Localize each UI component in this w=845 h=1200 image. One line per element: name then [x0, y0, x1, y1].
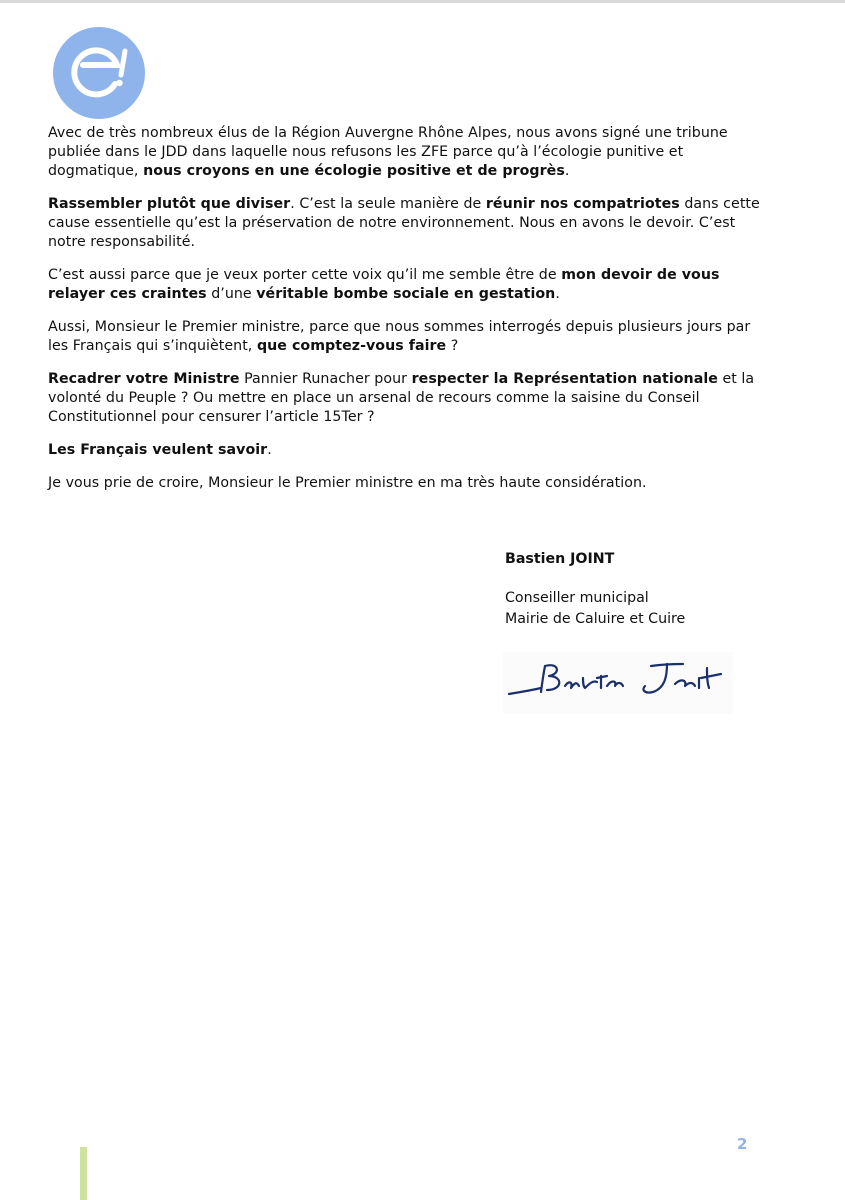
paragraph-text: Je vous prie de croire, Monsieur le Premier ministre en ma très haute considération.: [48, 475, 647, 491]
paragraph-emphasis: véritable bombe sociale en gestation: [256, 286, 556, 302]
page-number: 2: [737, 1135, 748, 1153]
paragraph-text: dans cette cause essentielle qu’est la préservation de notre environnement. Nous en avons le devoir. C’est notre responsabilité.: [48, 196, 760, 250]
paragraph-text: et la volonté du Peuple ? Ou mettre en place un arsenal de recours comme la saisine du Conseil Constitutionnel pour censurer l’article 15Ter ?: [48, 371, 755, 425]
paragraph: [48, 441, 768, 460]
paragraph: [48, 370, 768, 427]
footer-accent-bar: [80, 1147, 87, 1200]
signatory-name: Bastien JOINT: [505, 551, 615, 567]
paragraph-text: .: [564, 163, 570, 179]
signature-icon: [503, 652, 733, 714]
paragraph-emphasis: mon devoir de vous relayer ces craintes: [48, 267, 720, 302]
paragraph-emphasis: Rassembler plutôt que diviser: [48, 196, 291, 212]
top-divider: [0, 0, 845, 3]
paragraph: [48, 195, 768, 252]
paragraph-emphasis: respecter la Représentation nationale: [411, 371, 718, 387]
paragraph-text: .: [555, 286, 560, 302]
paragraph: [48, 318, 768, 356]
letter-body: [48, 124, 768, 507]
paragraph-text: ?: [446, 338, 459, 354]
paragraph-emphasis: Les Français veulent savoir: [48, 442, 268, 458]
paragraph-text: Avec de très nombreux élus de la Région Auvergne Rhône Alpes, nous avons signé une tribune publiée dans le JDD dans laquelle nous refusons les ZFE parce qu’à l’écologie punitive et dogmatique,: [48, 125, 728, 179]
paragraph-emphasis: nous croyons en une écologie positive et de progrès: [143, 163, 565, 179]
paragraph-text: d’une: [206, 286, 257, 302]
paragraph-text: . C’est la seule manière de: [290, 196, 486, 212]
paragraph-emphasis: Recadrer votre Ministre: [48, 371, 240, 387]
paragraph-text: .: [267, 442, 272, 458]
paragraph-text: Pannier Runacher pour: [239, 371, 412, 387]
paragraph-emphasis: que comptez-vous faire: [256, 338, 447, 354]
paragraph-emphasis: réunir nos compatriotes: [485, 196, 680, 212]
paragraph: [48, 124, 768, 181]
paragraph: [48, 474, 768, 493]
paragraph-text: Aussi, Monsieur le Premier ministre, parce que nous sommes interrogés depuis plusieurs jours par les Français qui s’inquiètent,: [48, 319, 751, 354]
signatory-office: Mairie de Caluire et Cuire: [505, 611, 686, 627]
handwritten-signature: [503, 652, 733, 714]
paragraph: [48, 266, 768, 304]
logo-icon: [53, 27, 145, 119]
signatory-title: Conseiller municipal: [505, 590, 649, 606]
signature-block: [505, 549, 805, 630]
paragraph-text: C’est aussi parce que je veux porter cette voix qu’il me semble être de: [48, 267, 562, 283]
